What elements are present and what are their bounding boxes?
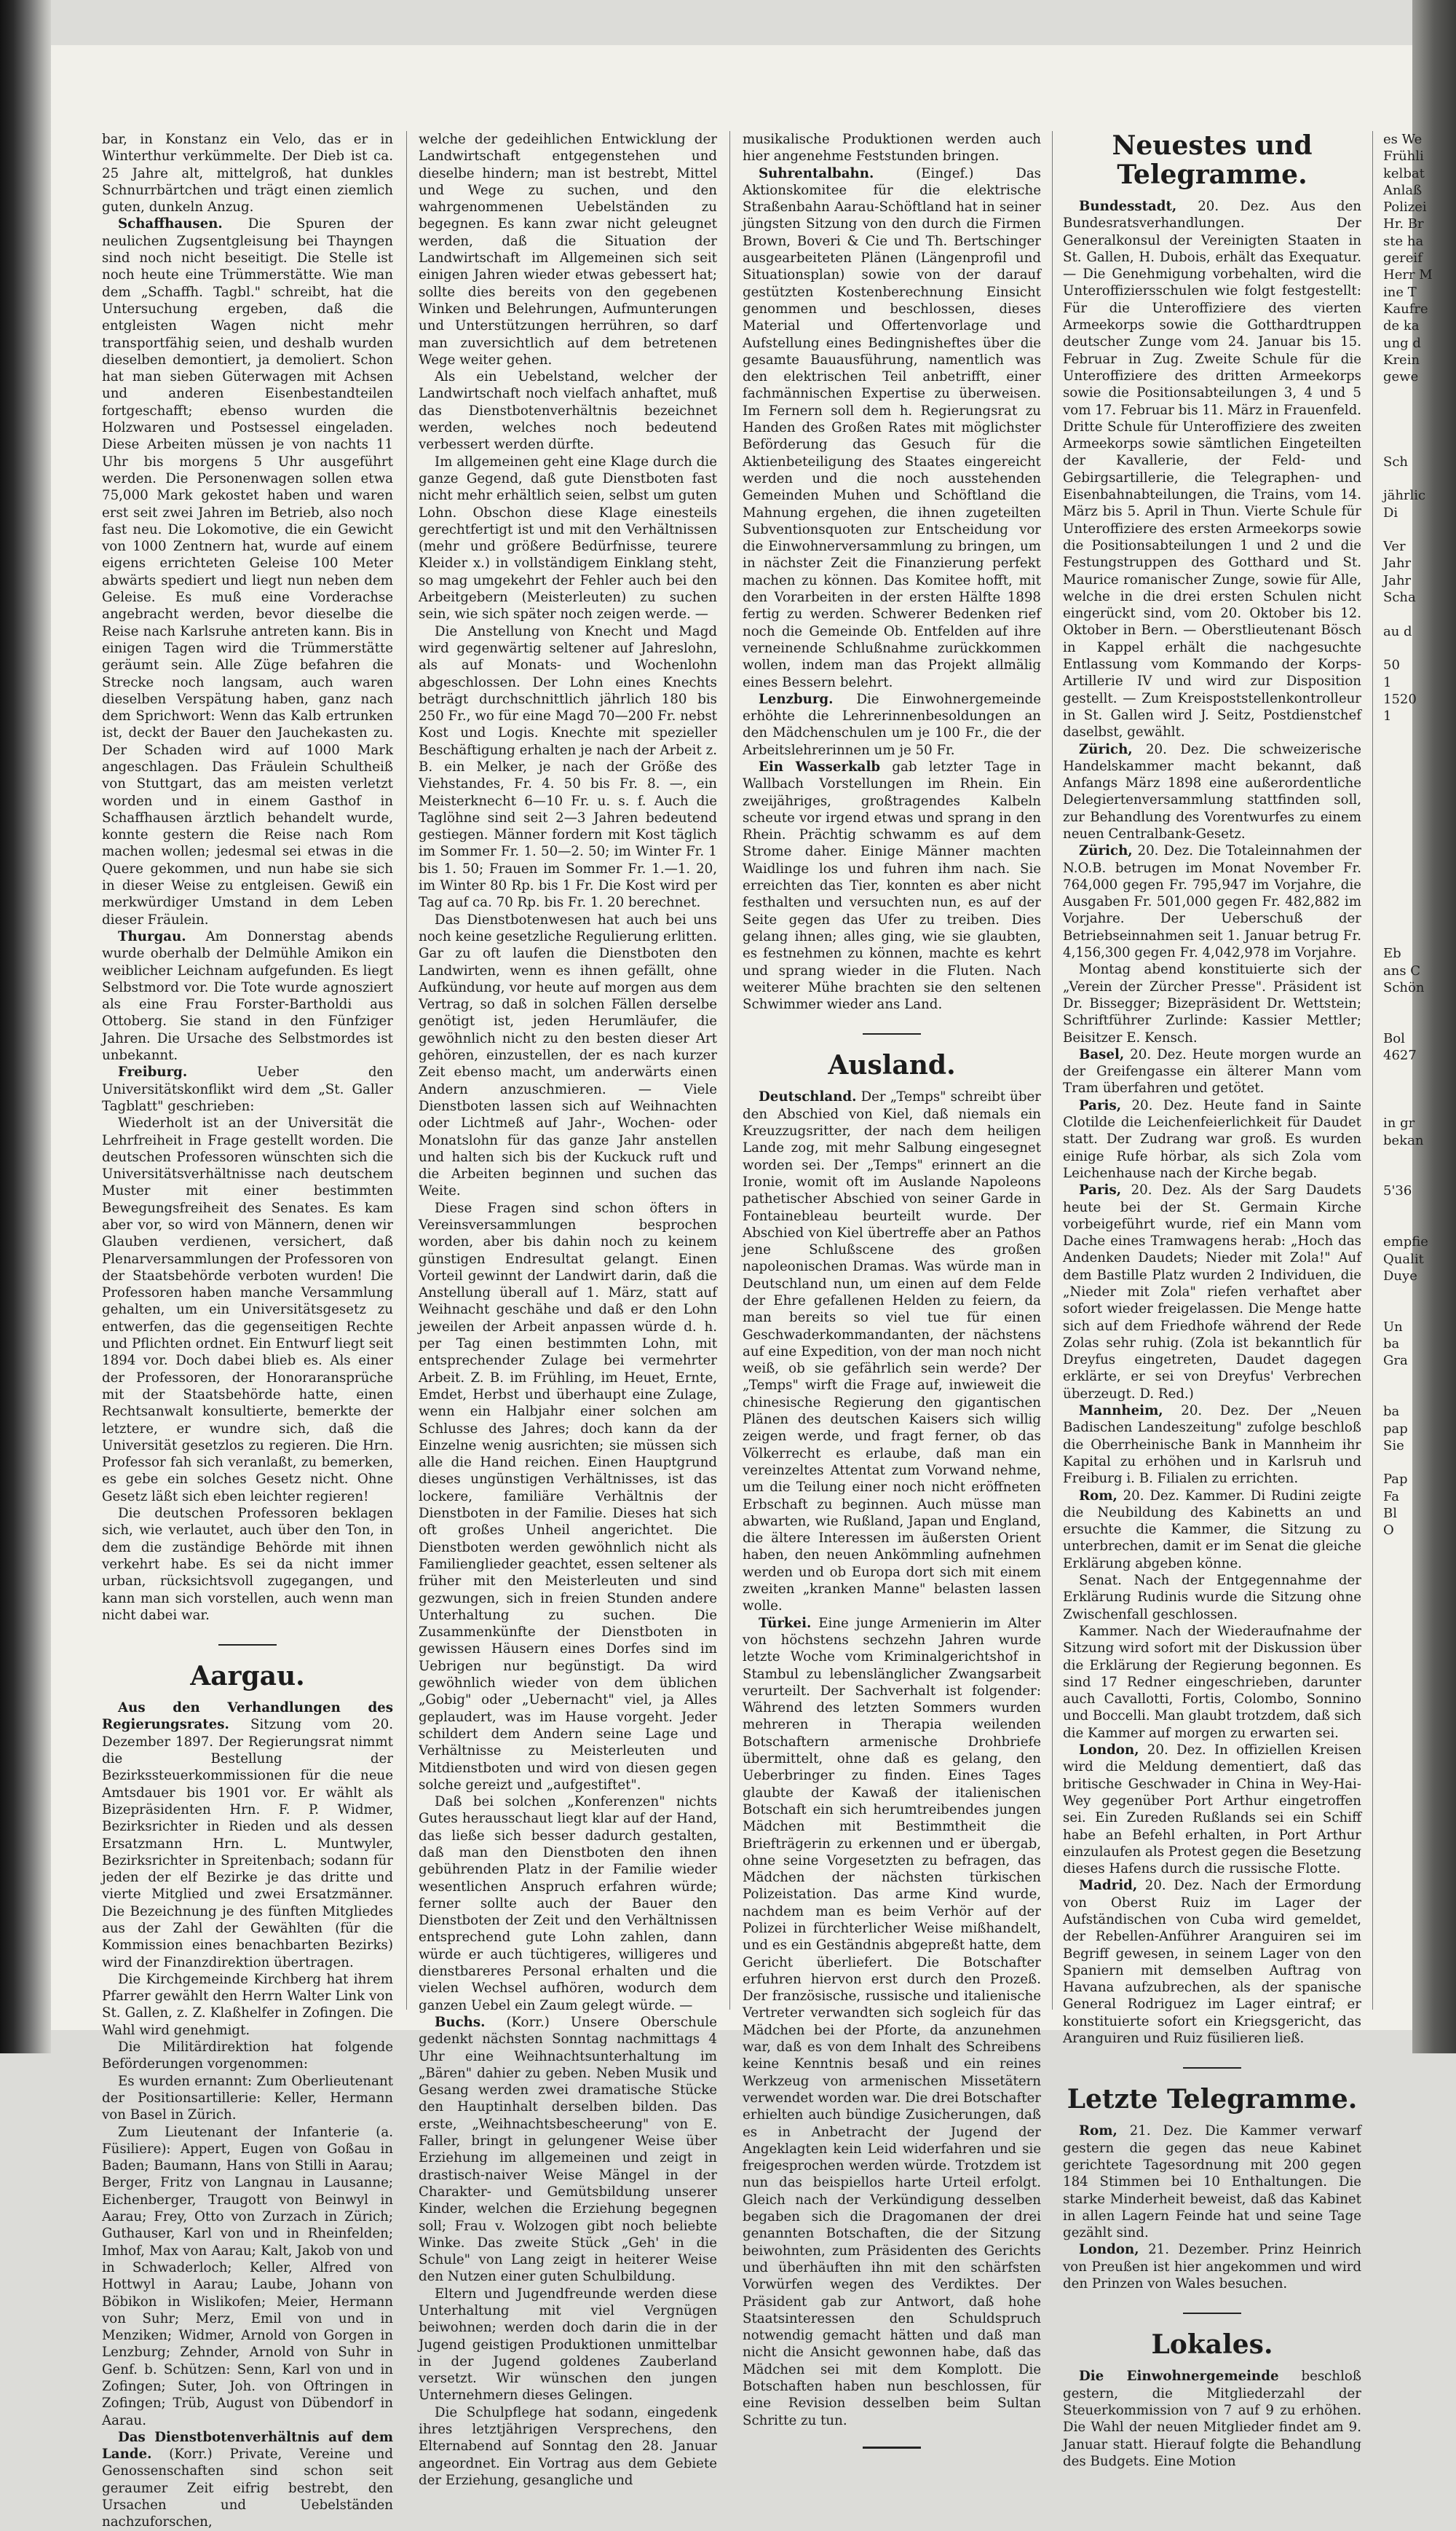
cut-off-fragment: Herr M bbox=[1383, 267, 1433, 283]
cut-off-fragment bbox=[1383, 470, 1427, 487]
cut-off-fragment: ba bbox=[1383, 1336, 1400, 1352]
article-paragraph bbox=[419, 2286, 717, 2404]
article-paragraph bbox=[743, 691, 1041, 759]
column-2 bbox=[419, 131, 717, 2488]
article-paragraph bbox=[419, 1200, 717, 1793]
cut-off-fragment: de ka bbox=[1383, 318, 1420, 334]
article-text: Die Militärdirektion hat folgende Beförderungen vorgenommen: bbox=[102, 2040, 393, 2072]
article-text: Daß bei solchen „Konferenzen" nichts Gutes herausschaut liegt klar auf der Hand, das ließe sich besser dadurch gestalten, daß man den Dienstboten den ihnen gebührenden Platz in der Familie wieder wesentlichen Anspruch erfahren würde; ferner sollte auch der Bauer den Dienstboten der Zeit und den Verhältnissen entsprechend gute Lohn zahlen, dann würde er auch tüchtigeres, willigeres und dienstbareres Personal erhalten und die vielen Wechsel aufhören, wodurch dem ganzen Uebel ein Zaum gelegt würde. — bbox=[419, 1794, 717, 2013]
article-paragraph bbox=[102, 1505, 393, 1624]
article-dateline: Suhrentalbahn. bbox=[759, 165, 874, 181]
article-dateline: Basel, bbox=[1079, 1046, 1125, 1062]
article-dateline: Die Einwohnergemeinde bbox=[1079, 2369, 1279, 2385]
article-dateline: Das Dienstbotenverhältnis auf dem Lande. bbox=[102, 2429, 393, 2463]
cut-off-fragment: Sch bbox=[1383, 454, 1409, 470]
cut-off-fragment: Eb bbox=[1383, 946, 1401, 962]
section-heading: Ausland. bbox=[743, 1033, 1041, 1080]
column-rule bbox=[1052, 131, 1053, 2010]
column-4 bbox=[1063, 130, 1361, 2469]
cut-off-fragment bbox=[1383, 826, 1427, 843]
article-text: Die Spuren der neulichen Zugsentgleisung bei Thayngen sind noch nicht beseitigt. Die Stelle ist noch heute eine Trümmerstätte. Wie man dem „Schaffh. Tagbl." schreibt, hat die Untersuchung ergeben, daß die entgleisten Wagen nicht mehr transportfähig seien, und deshalb wurden dieselben demontiert, ja demoliert. Schon hat man sieben Güterwagen mit Achsen und anderen Eisenbestandteilen fortgeschafft; ebenso wurden die Holzwaren und Postsessel eingeladen. Diese Arbeiten müssen je von nachts 11 Uhr bis morgens 5 Uhr ausgeführt werden. Die Personenwagen sollen etwa 75,000 Mark gekostet haben und waren erst seit zwei Jahren im Betrieb, also noch fast neu. Die Lokomotive, die ein Gewicht von 1000 Zentnern hat, wurde auf einem eigens errichteten Geleise 100 Meter abwärts spediert und liegt nun neben dem Geleise. Es muß eine Vorderachse angebracht werden, bevor dieselbe die Reise nach Karlsruhe antreten kann. Bis in einigen Tagen wird die Trümmerstätte geräumt sein. Alle Züge befahren die Strecke noch langsam, auch waren dieselben Verspätung haben, ganz nach dem Sprichwort: Wenn das Kalb ertrunken ist, deckt der Bauer den Jauchekasten zu. Der Schaden wird auf 1000 Mark angeschlagen. Das Fräulein Schultheiß von Stuttgart, das am meisten verletzt worden und in einem Gasthof in Schaffhausen ärztlich behandelt wurde, konnte gestern die Reise nach Rom machen wollen; jedesmal sei etwas in die Quere gekommen, und nun habe sie sich in dieser Weise zu entgleisen. Gewiß ein merkwürdiger Umstand in dem Leben dieser Fräulein. bbox=[102, 216, 393, 928]
cut-off-fragment: 4627 bbox=[1383, 1048, 1417, 1064]
article-text: beschloß gestern, die Mitgliederzahl der Steuerkommission von 7 auf 9 zu erhöhen. Die Wahl der neuen Mitglieder findet am 9. Januar statt. Hierauf folgte die Behandlung des Budgets. Eine Motion bbox=[1063, 2369, 1361, 2469]
article-paragraph bbox=[102, 1115, 393, 1505]
article-text: Im allgemeinen geht eine Klage durch die ganze Gegend, daß gute Dienstboten fast nicht mehr erhältlich seien, selbst um guten Lohn. Obschon diese Klage einesteils gerechtfertigt ist und mit den Verhältnissen (mehr und größere Bedürfnisse, teurere Kleider x.) in vollständigem Einklang steht, so mag umgekehrt der Fehler auch bei den Arbeitgebern (Meisterleuten) zu suchen sein, wie sich später noch zeigen werde. — bbox=[419, 454, 717, 623]
article-dateline: Türkei. bbox=[759, 1615, 812, 1631]
article-dateline: Bundesstadt, bbox=[1079, 199, 1177, 214]
cut-off-fragment bbox=[1383, 640, 1427, 657]
article-paragraph bbox=[419, 2404, 717, 2489]
article-text: Zum Lieutenant der Infanterie (a. Füsiliere): Appert, Eugen von Goßau in Baden; Baumann, Hans von Stilli in Aarau; Berger, Fritz von Langnau in Lausanne; Eichenberger, Traugott von Beinwyl in Aarau; Frey, Otto von Zurzach in Zürich; Guthauser, Karl von und in Rheinfelden; Imhof, Max von Aarau; Kalt, Jakob von und in Schwaderloch; Keller, Alfred von Hottwyl in Aarau; Laube, Johann von Böbikon in Wislikofen; Meier, Hermann von Suhr; Merz, Emil von und in Menziken; Widmer, Arnold von Gorgen in Lenzburg; Zehnder, Arnold von Suhr in Genf. b. Schützen: Senn, Karl von und in Zofingen; Suter, Joh. von Oftringen in Zofingen; Trüb, August von Dübendorf in Aarau. bbox=[102, 2124, 393, 2428]
cut-off-fragment: 1520 bbox=[1383, 691, 1417, 707]
cut-off-fragment bbox=[1383, 1149, 1427, 1166]
cut-off-fragment: Frühli bbox=[1383, 149, 1424, 165]
article-text: (Eingef.) Das Aktionskomitee für die elektrische Straßenbahn Aarau-Schöftland hat in seiner jüngsten Sitzung von den durch die Firmen Brown, Boveri & Cie und Th. Bertschinger ausgearbeiteten Plänen (Längenprofil und Situationsplan) sowie von der darauf gestützten Kostenberechnung Einsicht genommen und beschlossen, dieses Material und Offertenvorlage und Aufstellung eines Bedingnisheftes über die gesamte Bauausführung, namentlich was den elektrischen Teil anbetrifft, einer fachmännischen Expertise zu überweisen. Im Fernern soll dem h. Regierungsrat zu Handen des Großen Rates mit möglichster Beförderung das Gesuch für die Aktienbeteiligung des Staates eingereicht werden und die noch ausstehenden Gemeinden Muhen und Schöftland die Mahnung ergehen, die ihnen zugeteilten Subventionsquoten zur Entscheidung vor die Einwohnerversammlung zu bringen, um in nächster Zeit die Finanzierung perfekt machen zu können. Das Komitee hofft, mit den Vorarbeiten in der ersten Hälfte 1898 fertig zu werden. Schwerer Bedenken rief noch die Gemeinde Ob. Entfelden auf ihre verneinende Schlußnahme zurückkommen wollen, indem man das Projekt allmälig eines Bessern belehrt. bbox=[743, 165, 1041, 690]
article-text: Sitzung vom 20. Dezember 1897. Der Regierungsrat nimmt die Bestellung der Bezirkssteuerkommissionen für die neue Amtsdauer bis 1901 vor. Er wählt als Bizepräsidenten Hrn. F. P. Widmer, Bezirksrichter in Rieden und als dessen Ersatzmann Hrn. L. Muntwyler, Bezirksrichter in Spreitenbach; sodann für jeden der elf Bezirke je das dritte und vierte Mitglied und zwei Ersatzmänner. Die Bezeichnung je des fünften Mitgliedes aus der Zahl der Gewählten (für die Kommission eines benachbarten Bezirks) wird der Finanzdirektion übertragen. bbox=[102, 1717, 393, 1970]
cut-off-fragment: pap bbox=[1383, 1421, 1408, 1437]
cut-off-fragment: 50 bbox=[1383, 658, 1400, 674]
article-text: Eltern und Jugendfreunde werden diese Unterhaltung mit viel Vergnügen beiwohnen; werden doch darin die in der Jugend geistigen Produktionen unmittelbar in der Jugend goldenes Zauberland versetzt. Wir wünschen den jungen Unternehmern dieses Gelingen. bbox=[419, 2286, 717, 2404]
article-text: Es wurden ernannt: Zum Oberlieutenant der Positionsartillerie: Keller, Hermann von Basel in Zürich. bbox=[102, 2073, 393, 2123]
article-paragraph bbox=[102, 928, 393, 1064]
article-text: 20. Dez. Als der Sarg Daudets heute bei der St. Germain Kirche vorbeigeführt wurde, rief ein Mann vom Dache eines Tramwagens herab: „Hoch das Andenken Daudets; Nieder mit Zola!" Auf dem Bastille Platz wurden 2 Individuen, die „Nieder mit Zola" riefen verhaftet aber sofort wieder freigelassen. Die Menge hatte sich auf dem Friedhofe während der Rede Zolas sehr ruhig. (Zola ist bekanntlich für Dreyfus eingetreten, Daudet dagegen erklärte, er sei von Dreyfus' Verbrechen überzeugt. D. Red.) bbox=[1063, 1182, 1361, 1402]
cut-off-fragment: Kaufre bbox=[1383, 301, 1428, 317]
article-text: 21. Dezember. Prinz Heinrich von Preußen ist hier angekommen und wird den Prinzen von Wales besuchen. bbox=[1063, 2242, 1361, 2292]
cut-off-fragment: Hr. Br bbox=[1383, 216, 1424, 232]
article-text: Kammer. Nach der Wiederaufnahme der Sitzung wird sofort mit der Diskussion über die Erklärung der Regierung begonnen. Es sind 17 Redner eingeschrieben, darunter auch Cavallotti, Fortis, Colombo, Sonnino und Boccelli. Man glaubt trotzdem, daß sich die Kammer auf morgen zu erwarten sei. bbox=[1063, 1623, 1361, 1741]
column-1 bbox=[102, 131, 393, 2530]
cut-off-fragment: ung d bbox=[1383, 335, 1421, 351]
article-dateline: Zürich, bbox=[1079, 741, 1133, 757]
article-dateline: Deutschland. bbox=[759, 1089, 857, 1105]
article-paragraph bbox=[419, 2014, 717, 2286]
article-text: gab letzter Tage in Wallbach Vorstellungen im Rhein. Ein zweijähriges, großtragendes Kalbeln scheute vor irgend etwas und sprang in den Rhein. Prächtig schwamm es auf dem Strome daher. Einige Männer machten Waidlinge los und fuhren ihm nach. Sie erreichten das Tier, konnten es aber nicht festhalten und versuchten nun, es auf der Seite gegen das Ufer zu treiben. Dies gelang ihnen; alles ging, wie sie glaubten, es festnehmen zu können, machte es kehrt und sprang wieder in die Fluten. Nach weiterer Mühe brachten sie den seltenen Schwimmer wieder ans Land. bbox=[743, 759, 1041, 1013]
cut-off-fragment bbox=[1383, 1454, 1427, 1471]
article-dateline: Ein Wasserkalb bbox=[759, 759, 881, 775]
article-paragraph bbox=[1063, 2241, 1361, 2292]
cut-off-fragment bbox=[1383, 759, 1427, 775]
article-text: Die Anstellung von Knecht und Magd wird gegenwärtig seltener auf Jahreslohn, als auf Monats- und Wochenlohn abgeschlossen. Der Lohn eines Knechts beträgt durchschnittlich jährlich 180 bis 250 Fr., wo für eine Magd 70—200 Fr. nebst Kost und Logis. Knechte mit spezieller Beschäftigung erhalten je nach der Arbeit z. B. ein Melker, je nach der Größe des Viehstandes, Fr. 4. 50 bis Fr. 8. —, ein Meisterknecht 6—10 Fr. u. s. f. Auch die Taglöhne sind seit 2—3 Jahren bedeutend gestiegen. Männer fordern mit Kost täglich im Sommer Fr. 1. 50—2. 50; im Winter Fr. 1 bis 1. 50; Frauen im Sommer Fr. 1.—1. 20, im Winter 80 Rp. bis 1 Fr. Die Kost wird per Tag auf ca. 70 Rp. bis Fr. 1. 20 berechnet. bbox=[419, 623, 717, 911]
cut-off-fragment: Schön bbox=[1383, 979, 1425, 995]
cut-off-fragment bbox=[1383, 843, 1427, 860]
article-paragraph bbox=[1063, 1097, 1361, 1182]
column-rule bbox=[729, 131, 730, 2010]
cut-off-fragment: jährlic bbox=[1383, 488, 1426, 504]
article-paragraph bbox=[419, 368, 717, 453]
column-5-fragment bbox=[1383, 131, 1433, 2010]
cut-off-fragment: Krein bbox=[1383, 352, 1420, 368]
article-paragraph bbox=[743, 131, 1041, 165]
article-text: Die Schulpflege hat sodann, eingedenk ihres letztjährigen Versprechens, den Elternabend auf Sonntag den 28. Januar angeordnet. Ein Vortrag aus dem Gebiete der Erziehung, gesangliche und bbox=[419, 2404, 717, 2488]
cut-off-fragment: es We bbox=[1383, 132, 1423, 147]
article-text: 20. Dez. Aus den Bundesratsverhandlungen. Der Generalkonsul der Vereinigten Staaten in St. Gallen, H. Dubois, erhält das Exequatur. — Die Genehmigung vorbehalten, wird die Unteroffiziersschulen wie folgt festgestellt: Für die Unteroffiziere des vierten Armeekorps sowie die Gotthardtruppen deutscher Zunge vom 24. Januar bis 15. Februar in Zug. Zweite Schule für die Unteroffiziere des dritten Armeekorps sowie die Positionsabteilungen 3, 4 und 5 vom 17. Februar bis 11. März in Frauenfeld. Dritte Schule für Unteroffiziere des zweiten Armeekorps sowie sämtlichen Eingeteilten der Kavallerie, der Feld- und Gebirgsartillerie, die Telegraphen- und Eisenbahnabteilungen, die Trains, vom 14. März bis 5. April in Thun. Vierte Schule für Unteroffiziere des ersten Armeekorps sowie die Positionsabteilungen 1 und 2 und die Festungstruppen des Gotthard und St. Maurice romanischer Zunge, sowie für Alle, welche in die drei ersten Schulen nicht eingerückt sind, vom 20. Oktober bis 12. Oktober in Bern. — Oberstlieutenant Bösch in Kappel erhält die nachgesuchte Entlassung vom Kommando der Korps-Artillerie IV und wird zur Disposition gestellt. — Zum Kreispoststellenkontrolleur in St. Gallen wird J. Seitz, Postdienstchef daselbst, gewählt. bbox=[1063, 199, 1361, 741]
article-dateline: London, bbox=[1079, 2242, 1139, 2258]
article-paragraph bbox=[419, 454, 717, 623]
cut-off-fragment: Scha bbox=[1383, 590, 1416, 606]
article-text: Der „Temps" schreibt über den Abschied von Kiel, daß niemals ein Kreuzzugsritter, der nach dem heiligen Lande zog, mit mehr Salbung eingesegnet worden sei. Der „Temps" erinnert an die Ironie, womit oft im Auslande Napoleons pathetischer Abschied von seiner Garde in Fontainebleau beurteilt wurde. Der Abschied von Kiel übertreffe aber an Pathos jene Schlußscene des großen napoleonischen Dramas. Was würde man in Deutschland nun, um einen auf dem Felde der Ehre gefallenen Helden zu feiern, da man bereits so viel tue für einen Geschwaderkommandanten, der nächstens auf eine Expedition, von der man noch nicht weiß, ob sie gefährlich sein werde? Der „Temps" wirft die Frage auf, inwieweit die chinesische Regierung den gigantischen Plänen des deutschen Kaisers sich willig zeigen werde, und fragt ferner, ob das Völkerrecht es erlaube, daß man ein vereinzeltes Attentat zum Vorwand nehme, um die Teilung einer noch nicht eröffneten Erbschaft zu beginnen. Auch müsse man abwarten, wie Rußland, Japan und England, die ältere Interessen im äußersten Orient haben, den neuen Ankömmling aufnehmen werden und ob Europa dort sich mit einem zweiten „kranken Manne" belasten lassen wolle. bbox=[743, 1089, 1041, 1614]
cut-off-fragment bbox=[1383, 1200, 1427, 1217]
article-text: welche der gedeihlichen Entwicklung der Landwirtschaft entgegenstehen und dieselbe hindern; man ist bestrebt, Mittel und Wege zu suchen, und den wahrgenommenen Uebelständen zu begegnen. Es kann zwar nicht geleugnet werden, daß die Situation der Landwirtschaft im Allgemeinen sich seit einigen Jahren wieder etwas gebessert hat; sollte dies bereits von den gegebenen Winken und Belehrungen, Aufmunterungen und Unterstützungen herrühren, so darf man zuversichtlich auf dem betretenen Wege weiter gehen. bbox=[419, 132, 717, 368]
article-text: (Korr.) Unsere Oberschule gedenkt nächsten Sonntag nachmittags 4 Uhr eine Weihnachtsunterhaltung im „Bären" dahier zu geben. Neben Musik und Gesang werden zwei dramatische Stücke den Hauptinhalt derselben bilden. Das erste, „Weihnachtsbescheerung" von E. Faller, bringt in gelungener Weise über Erziehung im allgemeinen und zeigt in drastisch-naiver Weise Mängel in der Charakter- und Gemütsbildung unserer Kinder, welchen die Erziehung begegnen soll; Frau v. Wolzogen gibt noch beliebte Winke. Das zweite Stück „Geh' in die Schule" von Lang zeigt in heiterer Weise den Nutzen einer guten Schulbildung. bbox=[419, 2014, 717, 2285]
cut-off-fragment: 1 bbox=[1383, 674, 1392, 690]
section-heading: Letzte Telegramme. bbox=[1063, 2067, 1361, 2114]
cut-off-fragment bbox=[1383, 436, 1427, 453]
article-text: Die deutschen Professoren beklagen sich, wie verlautet, auch über den Ton, in dem die zuständige Behörde mit ihnen verkehrt habe. Es sei da nicht immer urban, rücksichtsvoll zugegangen, und kann man sich vorstellen, auch wenn man nicht dabei war. bbox=[102, 1506, 393, 1623]
article-paragraph bbox=[419, 623, 717, 912]
article-text: 20. Dez. Die Totaleinnahmen der N.O.B. betrugen im Monat November Fr. 764,000 gegen Fr. 795,947 im Vorjahre, die Ausgaben Fr. 501,000 gegen Fr. 482,882 im Vorjahre. Der Ueberschuß der Betriebseinnahmen seit 1. Januar betrug Fr. 4,156,300 gegen Fr. 4,042,978 im Vorjahre. bbox=[1063, 843, 1361, 961]
cut-off-fragment: Qualit bbox=[1383, 1251, 1424, 1267]
article-dateline: Rom, bbox=[1079, 2123, 1117, 2139]
cut-off-fragment bbox=[1383, 1386, 1427, 1403]
section-heading: Neuestes und Telegramme. bbox=[1112, 130, 1313, 190]
cut-off-fragment: bekan bbox=[1383, 1132, 1424, 1148]
article-dateline: Aus den Verhandlungen des Regierungsrates. bbox=[102, 1700, 393, 1733]
cut-off-fragment: kelbat bbox=[1383, 165, 1425, 181]
cut-off-fragment: Polizei bbox=[1383, 200, 1427, 216]
article-paragraph bbox=[419, 131, 717, 368]
cut-off-fragment bbox=[1383, 810, 1427, 826]
cut-off-fragment: Di bbox=[1383, 505, 1398, 521]
article-text: Ueber den Universitätskonflikt wird dem „St. Galler Tagblatt" geschrieben: bbox=[102, 1065, 393, 1114]
article-text: 20. Dez. Kammer. Di Rudini zeigte die Neubildung des Kabinetts an und ersuchte die Kammer, die Sitzung zu unterbrechen, damit er im Senat die gleiche Erklärung abgeben könne. bbox=[1063, 1488, 1361, 1571]
article-text: 20. Dez. In offiziellen Kreisen wird die Meldung dementiert, daß das britische Geschwader in China in Wey-Hai-Wey gegenüber Port Arthur eingetroffen sei. Ein Zureden Rußlands sei ein Schiff habe an Befehl erhalten, in Port Arthur einzulaufen als Protest gegen die Besetzung dieses Hafens durch die russische Flotte. bbox=[1063, 1742, 1361, 1877]
section-heading: Aargau. bbox=[102, 1644, 393, 1691]
article-text: Am Donnerstag abends wurde oberhalb der Delmühle Amikon ein weiblicher Leichnam aufgefunden. Es liegt Selbstmord vor. Die Tote wurde agnosziert als eine Frau Forster-Bartholdi aus Ottoberg. Sie stand in den Fünfziger Jahren. Die Ursache des Selbstmordes ist unbekannt. bbox=[102, 928, 393, 1064]
cut-off-fragment: au d bbox=[1383, 623, 1412, 639]
article-paragraph bbox=[102, 216, 393, 928]
cut-off-fragment bbox=[1383, 419, 1427, 436]
article-paragraph bbox=[1063, 1402, 1361, 1487]
article-paragraph bbox=[1063, 1046, 1361, 1097]
article-paragraph bbox=[1063, 1877, 1361, 2047]
article-paragraph bbox=[419, 912, 717, 1200]
article-text: Diese Fragen sind schon öfters in Vereinsversammlungen besprochen worden, aber bis dahin noch zu keinem günstigen Endresultat gelangt. Einen Vorteil gewinnt der Landwirt darin, daß die Anstellung überall auf 1. März, statt auf Weihnacht geschähe und daß er den Lohn jeweilen der Arbeit anpassen würde d. h. per Tag einen bestimmten Lohn, mit entsprechender Zulage bei vermehrter Arbeit. Z. B. im Frühling, im Heuet, Ernte, Emdet, Herbst und überhaupt eine Zulage, wenn ein Halbjahr einer solchen am Schlusse des Jahres; doch kann da der Einzelne wenig ausrichten; sie müssen sich alle die Hand reichen. Einen Hauptgrund dieses ungünstigen Verhältnisses, ist das lockere, familiäre Verhältnis der Dienstboten in der Familie. Dieses hat sich oft großes Unheil angerichtet. Die Dienstboten werden gewöhnlich nicht als Familienglieder geachtet, essen seltener als früher mit den Meisterleuten und sind gezwungen, sich in freien Stunden andere Unterhaltung zu suchen. Die Zusammenkünfte der Dienstboten in gewissen Häusern eines Dorfes sind im Uebrigen nur begünstigt. Da wird gewöhnlich wieder von dem üblichen „Gobig" oder „Uebernacht" viel, ja Alles geplaudert, was im Hause vorgeht. Jeder schildert dem Andern seine Lage und Verhältnisse zu Meisterleuten und Mitdienstboten und wird von diesen gegen solche gereizt und „aufgestiftet". bbox=[419, 1200, 717, 1793]
cut-off-fragment bbox=[1383, 385, 1427, 402]
article-text: Als ein Uebelstand, welcher der Landwirtschaft noch vielfach anhaftet, muß das Dienstbotenverhältnis bezeichnet werden, welches noch bedeutend verbessert werden dürfte. bbox=[419, 369, 717, 453]
cut-off-fragment: gereif bbox=[1383, 250, 1423, 266]
article-text: 20. Dez. Heute fand in Sainte Clotilde die Leichenfeierlichkeit für Daudet statt. Der Zudrang war groß. Es wurden einige Rufe hörbar, als sich Zola vom Leichenhause nach der Kirche begab. bbox=[1063, 1097, 1361, 1181]
article-text: Das Dienstbotenwesen hat auch bei uns noch keine gesetzliche Regulierung erlitten. Gar zu oft laufen die Dienstboten den Landwirten, wenn es ihnen gefällt, ohne Aufkündung, vor heute auf morgen aus dem Vertrag, so daß in solchen Fällen derselbe genötigt ist, jeden Herumläufer, die gewöhnlich nicht zu den besten dieser Art gehören, einzustellen, der es nach kurzer Zeit ebenso macht, um anderwärts einen Andern anzuschmieren. — Viele Dienstboten lassen sich auf Weihnachten oder Lichtmeß auf Jahr-, Wochen- oder Monatslohn für das ganze Jahr anstellen und halten sich bis der Kuckuck ruft und die Arbeiten beginnen und suchen das Weite. bbox=[419, 912, 717, 1199]
article-paragraph bbox=[1063, 1742, 1361, 1877]
article-text: Die Kirchgemeinde Kirchberg hat ihrem Pfarrer gewählt den Herrn Walter Link von St. Gallen, z. Z. Klaßhelfer in Zofingen. Die Wahl wird genehmigt. bbox=[102, 1971, 393, 2038]
separator-rule bbox=[863, 2447, 921, 2449]
article-paragraph bbox=[102, 2039, 393, 2073]
left-book-edge bbox=[0, 0, 51, 2053]
cut-off-fragment: 1 bbox=[1383, 708, 1392, 724]
article-dateline: Paris, bbox=[1079, 1182, 1122, 1199]
article-text: (Korr.) Private, Vereine und Genossenschaften sind schon seit geraumer Zeit eifrig bestrebt, den Ursachen und Uebelständen nachzuforschen, bbox=[102, 2447, 393, 2530]
cut-off-fragment: ans C bbox=[1383, 963, 1421, 979]
cut-off-fragment: in gr bbox=[1383, 1116, 1415, 1132]
newspaper-page bbox=[51, 45, 1433, 2530]
article-paragraph bbox=[1063, 1572, 1361, 1623]
cut-off-fragment: ine T bbox=[1383, 284, 1417, 300]
cut-off-fragment bbox=[1383, 1081, 1427, 1098]
cut-off-fragment bbox=[1383, 1217, 1427, 1233]
cut-off-fragment bbox=[1383, 912, 1427, 928]
cut-off-fragment bbox=[1383, 724, 1427, 741]
article-paragraph bbox=[1063, 741, 1361, 843]
article-paragraph bbox=[1063, 198, 1361, 741]
article-paragraph bbox=[102, 2073, 393, 2124]
cut-off-fragment: Jahr bbox=[1383, 556, 1412, 572]
cut-off-fragment bbox=[1383, 403, 1427, 419]
cut-off-fragment bbox=[1383, 606, 1427, 623]
article-paragraph bbox=[1063, 842, 1361, 961]
cut-off-fragment: Anlaß bbox=[1383, 182, 1423, 198]
cut-off-fragment bbox=[1383, 1301, 1427, 1318]
cut-off-fragment: empfie bbox=[1383, 1234, 1428, 1250]
article-text: bar, in Konstanz ein Velo, das er in Winterthur verkümmelte. Der Dieb ist ca. 25 Jahre alt, mittelgroß, hat dunkles Schnurrbärtchen und trägt einen ziemlich guten, dunkeln Anzug. bbox=[102, 132, 393, 216]
cut-off-fragment bbox=[1383, 742, 1427, 759]
cut-off-fragment: Bl bbox=[1383, 1506, 1397, 1522]
column-rule bbox=[1372, 131, 1373, 2010]
article-paragraph bbox=[102, 2124, 393, 2429]
article-dateline: Madrid, bbox=[1079, 1878, 1138, 1894]
article-paragraph bbox=[102, 2429, 393, 2531]
article-paragraph bbox=[419, 1793, 717, 2014]
article-dateline: Thurgau. bbox=[118, 928, 186, 944]
cut-off-fragment: Sie bbox=[1383, 1437, 1404, 1453]
article-paragraph bbox=[1063, 1488, 1361, 1572]
article-text: Montag abend konstituierte sich der „Verein der Zürcher Presse". Präsident ist Dr. Bissegger; Bizepräsident Dr. Wettstein; Schriftführer Zurlinde: Kassier Mettler; Beisitzer E. Kensch. bbox=[1063, 962, 1361, 1046]
cut-off-fragment bbox=[1383, 1284, 1427, 1301]
article-paragraph bbox=[743, 1615, 1041, 2429]
article-dateline: Buchs. bbox=[435, 2014, 486, 2030]
cut-off-fragment: 5'36 bbox=[1383, 1183, 1412, 1199]
cut-off-fragment: ba bbox=[1383, 1404, 1400, 1420]
article-paragraph bbox=[102, 1971, 393, 2039]
article-text: Senat. Nach der Entgegennahme der Erklärung Rudinis wurde die Sitzung ohne Zwischenfall geschlossen. bbox=[1063, 1573, 1361, 1622]
cut-off-fragment bbox=[1383, 861, 1427, 877]
cut-off-fragment: gewe bbox=[1383, 369, 1419, 385]
article-dateline: Zürich, bbox=[1079, 843, 1133, 859]
article-text: musikalische Produktionen werden auch hier angenehme Feststunden bringen. bbox=[743, 132, 1041, 165]
cut-off-fragment: O bbox=[1383, 1523, 1394, 1539]
article-dateline: London, bbox=[1079, 1742, 1139, 1758]
cut-off-fragment: Un bbox=[1383, 1319, 1403, 1335]
article-dateline: Schaffhausen. bbox=[118, 216, 223, 232]
article-paragraph bbox=[1063, 1182, 1361, 1402]
cut-off-fragment bbox=[1383, 996, 1427, 1013]
article-text: 20. Dez. Nach der Ermordung von Oberst Ruiz im Lager der Aufständischen von Cuba wird gemeldet, der Rebellen-Anführer Aranguiren sei im Begriff gewesen, in seinem Lager von den Spaniern mit demselben Auftrag von Havana aufzubrechen, als der spanische General Rodriguez im Lager eintraf; er konstituierte sofort ein Kriegsgericht, das Aranguiren und Ruiz füsilieren ließ. bbox=[1063, 1878, 1361, 2047]
cut-off-fragment: Gra bbox=[1383, 1353, 1408, 1369]
cut-off-fragment bbox=[1383, 775, 1427, 792]
article-text: Eine junge Armenierin im Alter von höchstens sechzehn Jahren wurde letzte Woche vom Kriminalgerichtshof in Stambul zu lebenslänglicher Zwangsarbeit verurteilt. Der Sachverhalt ist folgender: Während des letzten Sommers wurden mehreren in Therapia weilenden Botschaftern armenische Drohbriefe übermittelt, ohne daß es gelang, den Ueberbringer zu finden. Eines Tages glaubte der Kawaß der italienischen Botschaft ein sich herumtreibendes jungen Mädchen mit Bestimmtheit die Briefträgerin zu erkennen und er übergab, ohne seine Vorgesetzten zu befragen, das Mädchen der nächsten türkischen Polizeistation. Das arme Kind wurde, nachdem man es beim Verhör auf der Polizei in fürchterlicher Weise mißhandelt, und es ein Geständnis abgepreßt hatte, dem Gericht überliefert. Die Botschafter erfuhren hiervon erst durch den Prozeß. Der französische, russische und italienische Vertreter verwandten sich sogleich für das Mädchen bei der Pforte, da anzunehmen war, daß es von dem Inhalt des Schreibens keine Kenntnis besaß und ein reines Werkzeug von armenischen Missetätern verwendet worden war. Die drei Botschafter erhielten auch bündige Zusicherungen, daß es in Anbetracht der Jugend der Angeklagten kein Leid widerfahren und sie freigesprochen werden würde. Trotzdem ist nun das beispiellos harte Urteil erfolgt. Gleich nach der Verkündigung desselben begaben sich die Dragomanen der drei genannten Botschaften, die der Sitzung beiwohnten, zum Präsidenten des Gerichts und überhäuften ihn mit den schärfsten Vorwürfen wegen des Verdiktes. Der Präsident gab zur Antwort, daß hohe Staatsinteressen den Schuldspruch notwendig gemacht hätten und daß man nicht die Ansicht gewonnen habe, daß das Mädchen sei mit dem Komplott. Die Botschaften haben nun beschlossen, für eine Revision desselben beim Sultan Schritte zu tun. bbox=[743, 1615, 1041, 2428]
section-heading: Lokales. bbox=[1063, 2313, 1361, 2359]
article-paragraph bbox=[1063, 961, 1361, 1046]
article-dateline: Freiburg. bbox=[118, 1065, 188, 1081]
cut-off-fragment: Jahr bbox=[1383, 572, 1412, 588]
cut-off-fragment: Duye bbox=[1383, 1268, 1417, 1284]
article-text: 20. Dez. Die schweizerische Handelskammer macht bekannt, daß Anfangs März 1898 eine außerordentliche Delegiertenversammlung stattfinden soll, zur Behandlung des Vorentwurfes zu einem neuen Centralbank-Gesetz. bbox=[1063, 741, 1361, 842]
article-paragraph bbox=[743, 1089, 1041, 1614]
article-text: 21. Dez. Die Kammer verwarf gestern die gegen das neue Kabinet gerichtete Tagesordnung mit 200 gegen 184 Stimmen bei 10 Enthaltungen. Die starke Minderheit beweist, daß das Kabinet in allen Lagern Feinde hat und seine Tage gezählt sind. bbox=[1063, 2123, 1361, 2241]
article-paragraph bbox=[102, 131, 393, 216]
cut-off-fragment bbox=[1383, 1013, 1427, 1030]
cut-off-fragment: Ver bbox=[1383, 539, 1406, 555]
article-paragraph bbox=[1063, 2368, 1361, 2470]
cut-off-fragment bbox=[1383, 521, 1427, 538]
cut-off-fragment bbox=[1383, 1064, 1427, 1081]
article-text: Die Einwohnergemeinde erhöhte die Lehrerinnenbesoldungen an den Mädchenschulen um je 100 Fr., die der Arbeitslehrerinnen um je 50 Fr. bbox=[743, 691, 1041, 758]
article-dateline: Mannheim, bbox=[1079, 1403, 1163, 1419]
cut-off-fragment bbox=[1383, 928, 1427, 945]
article-paragraph bbox=[1063, 2123, 1361, 2241]
cut-off-fragment: Bol bbox=[1383, 1030, 1405, 1046]
cut-off-fragment bbox=[1383, 1370, 1427, 1386]
cut-off-fragment bbox=[1383, 1166, 1427, 1182]
cut-off-fragment bbox=[1383, 1098, 1427, 1115]
article-paragraph bbox=[102, 1064, 393, 1115]
column-rule bbox=[406, 131, 407, 2010]
cut-off-fragment bbox=[1383, 793, 1427, 810]
column-3 bbox=[743, 131, 1041, 2428]
cut-off-fragment bbox=[1383, 894, 1427, 911]
article-text: Wiederholt ist an der Universität die Lehrfreiheit in Frage gestellt worden. Die deutschen Professoren wünschten sich die Universitätsverhältnisse nach deutschem Muster mit einer bestimmten Bewegungsfreiheit des Senates. Es kam aber vor, so wird von Männern, denen wir Glauben verdienen, versichert, daß Plenarversammlungen der Professoren von der Staatsbehörde verboten wurden! Die Professoren haben manche Versammlung gehalten, um ein Universitätsgesetz zu entwerfen, das die gegenseitigen Rechte und Pflichten ordnet. Ein Entwurf liegt seit 1894 vor. Doch dabei blieb es. Als einer der Professoren, der Honoraransprüche mit der Staatsbehörde hatte, einen Rechtsanwalt konsultierte, bemerkte der letztere, er wundre sich, daß die Universität gesetzlos zu regieren. Die Hrn. Professor fah sich veranlaßt, zu bemerken, es gebe ein solches Gesetz nicht. Ohne Gesetz läßt sich eben leichter regieren! bbox=[102, 1116, 393, 1504]
article-dateline: Rom, bbox=[1079, 1488, 1117, 1504]
article-paragraph bbox=[1063, 1623, 1361, 1742]
article-dateline: Paris, bbox=[1079, 1097, 1122, 1113]
article-paragraph bbox=[743, 165, 1041, 691]
article-dateline: Lenzburg. bbox=[759, 691, 834, 707]
article-paragraph bbox=[743, 759, 1041, 1013]
article-paragraph bbox=[102, 1699, 393, 1971]
article-text: 20. Dez. Der „Neuen Badischen Landeszeitung" zufolge beschloß die Oberrheinische Bank in Mannheim ihr Kapital zu erhöhen und in Karlsruh und Freiburg i. B. Filialen zu errichten. bbox=[1063, 1403, 1361, 1487]
cut-off-fragment: Pap bbox=[1383, 1472, 1408, 1488]
cut-off-fragment: Fa bbox=[1383, 1488, 1399, 1504]
article-text: 20. Dez. Heute morgen wurde an der Greifengasse ein älterer Mann vom Tram überfahren und getötet. bbox=[1063, 1046, 1361, 1097]
cut-off-fragment bbox=[1383, 877, 1427, 894]
cut-off-fragment: ste ha bbox=[1383, 233, 1424, 249]
